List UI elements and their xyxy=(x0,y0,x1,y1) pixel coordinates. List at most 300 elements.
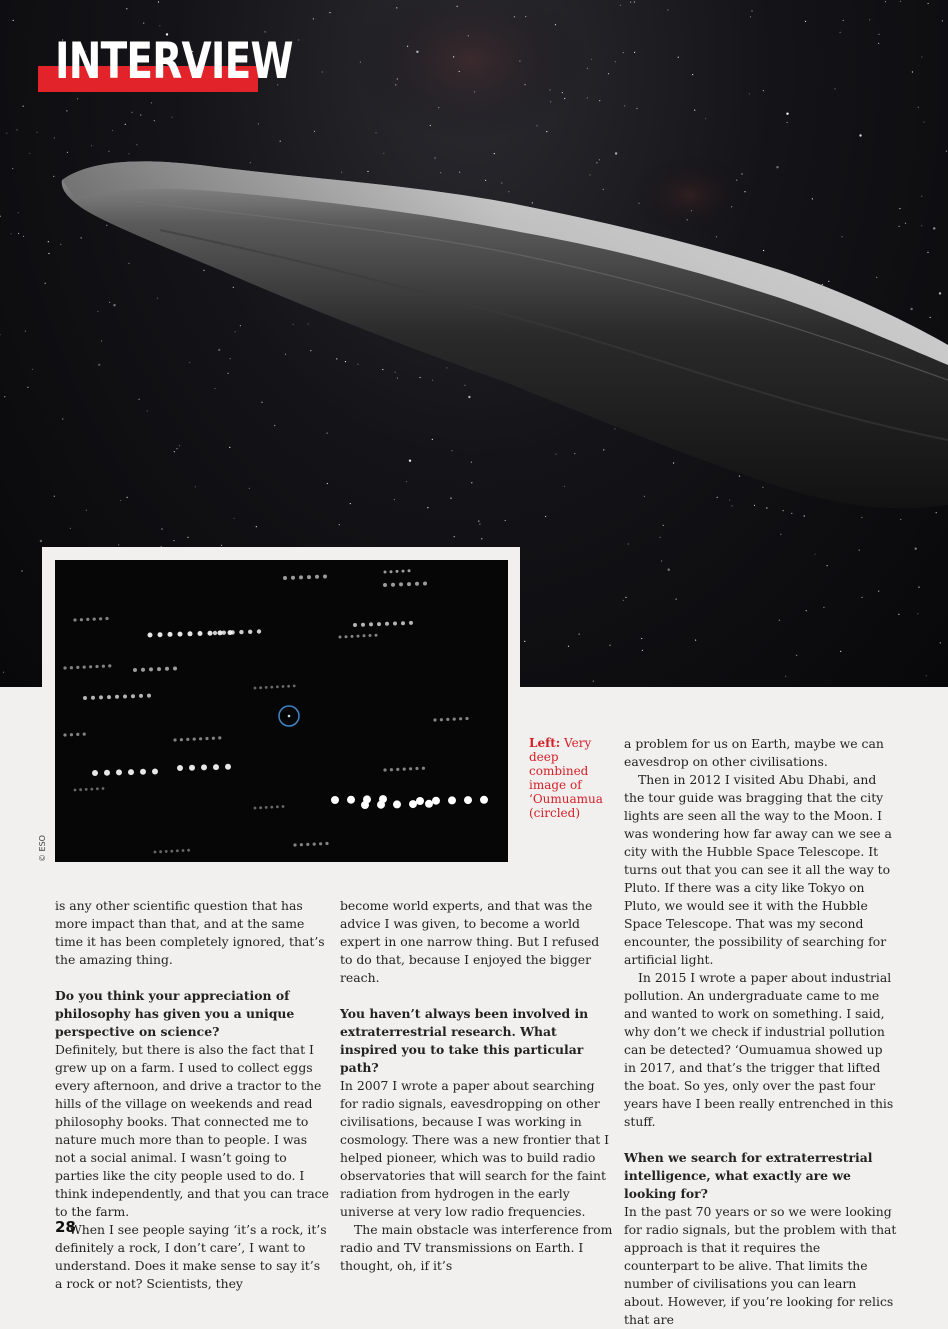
star xyxy=(625,597,626,598)
trail-dot xyxy=(188,631,193,636)
trail-dot xyxy=(408,569,411,572)
star xyxy=(564,486,565,487)
star xyxy=(930,317,931,318)
star xyxy=(77,98,78,99)
star xyxy=(899,208,900,209)
star xyxy=(673,462,674,463)
star xyxy=(912,71,913,72)
body-paragraph: become world experts, and that was the advice I was given, to become a world expert in one narrow thing. But I refused to do that, because I enjoyed the bigger reach. xyxy=(340,898,600,985)
photo-credit: © ESO xyxy=(38,835,47,862)
star xyxy=(927,252,928,253)
star xyxy=(603,189,604,190)
trail-dot xyxy=(440,718,443,721)
star xyxy=(596,162,597,163)
trail-dot xyxy=(248,630,252,634)
trail-dot xyxy=(218,736,221,739)
star xyxy=(48,253,49,254)
trail-dot xyxy=(70,733,73,736)
star-trails xyxy=(55,560,508,862)
trail-dot xyxy=(369,634,372,637)
star xyxy=(459,71,460,72)
star xyxy=(27,387,28,388)
star xyxy=(174,451,175,452)
star xyxy=(250,162,251,163)
trail-dot xyxy=(186,738,189,741)
star xyxy=(921,196,922,197)
star xyxy=(928,3,929,4)
star xyxy=(430,125,431,126)
star xyxy=(591,59,592,60)
star xyxy=(608,73,609,74)
star xyxy=(221,545,222,546)
star xyxy=(878,591,879,592)
trail-dot xyxy=(357,635,360,638)
star xyxy=(587,68,588,69)
trail-dot xyxy=(401,621,405,625)
trail-dot xyxy=(159,850,162,853)
star xyxy=(40,540,42,542)
star xyxy=(508,191,509,192)
star xyxy=(228,373,229,374)
star xyxy=(13,20,14,21)
star xyxy=(828,281,829,282)
star xyxy=(12,168,13,169)
trail-dot xyxy=(391,583,395,587)
star xyxy=(195,486,196,487)
star xyxy=(118,544,119,545)
star xyxy=(350,503,351,504)
trail-dot xyxy=(276,685,279,688)
trail-dot xyxy=(168,632,173,637)
star xyxy=(440,172,441,173)
trail-dot xyxy=(351,635,354,638)
star xyxy=(910,308,912,310)
star xyxy=(933,227,935,229)
star xyxy=(322,71,323,72)
star xyxy=(644,496,645,497)
star xyxy=(108,151,109,152)
star xyxy=(787,122,788,123)
star xyxy=(345,361,346,362)
trail-dot xyxy=(257,629,261,633)
star xyxy=(519,61,520,62)
trail-dot xyxy=(187,849,190,852)
star xyxy=(48,241,49,242)
star xyxy=(256,526,257,527)
trail-dot xyxy=(90,788,93,791)
star xyxy=(805,21,806,22)
trail-dot xyxy=(480,796,488,804)
star xyxy=(375,132,376,133)
star xyxy=(298,39,299,40)
star xyxy=(54,137,55,138)
star xyxy=(501,182,502,183)
star xyxy=(53,176,54,177)
trail-dot xyxy=(383,583,387,587)
trail-dot xyxy=(375,634,378,637)
star xyxy=(942,20,943,21)
trail-dot xyxy=(416,797,424,805)
star xyxy=(514,16,515,17)
trail-dot xyxy=(63,733,66,736)
star xyxy=(776,166,778,168)
trail-dot xyxy=(96,787,99,790)
star xyxy=(36,132,37,133)
trail-dot xyxy=(270,686,273,689)
star xyxy=(641,638,642,639)
trail-dot xyxy=(92,770,98,776)
trail-dot xyxy=(313,843,316,846)
trail-dot xyxy=(464,796,472,804)
section-title: INTERVIEW xyxy=(55,32,293,90)
trail-dot xyxy=(222,631,226,635)
trail-dot xyxy=(178,632,183,637)
trail-dot xyxy=(180,738,183,741)
star xyxy=(878,43,879,44)
trail-dot xyxy=(140,769,146,775)
star xyxy=(171,117,172,118)
star xyxy=(525,16,526,17)
star xyxy=(915,548,917,550)
trail-dot xyxy=(425,800,433,808)
star xyxy=(494,153,495,154)
star xyxy=(827,565,828,566)
star xyxy=(395,84,396,85)
star xyxy=(859,550,860,551)
star xyxy=(749,93,750,94)
star xyxy=(786,113,788,115)
trail-dot xyxy=(102,665,105,668)
target-object xyxy=(288,715,291,718)
star xyxy=(642,650,643,651)
star xyxy=(112,130,113,131)
trail-dot xyxy=(116,769,122,775)
star xyxy=(763,90,764,91)
trail-dot xyxy=(390,768,393,771)
star xyxy=(568,646,569,647)
trail-dot xyxy=(205,737,208,740)
star xyxy=(113,304,115,306)
body-paragraph: is any other scientific question that has more impact than that, and at the same time it has been completely ignored, that’s the amazing thing. xyxy=(55,898,325,967)
star xyxy=(840,32,841,33)
star xyxy=(453,56,454,57)
star xyxy=(336,358,337,359)
star xyxy=(258,123,259,124)
star xyxy=(229,447,230,448)
star xyxy=(717,497,718,498)
star xyxy=(822,284,823,285)
trail-dot xyxy=(107,695,111,699)
trail-dot xyxy=(402,570,405,573)
star xyxy=(691,210,692,211)
star xyxy=(176,448,177,449)
star xyxy=(835,88,836,89)
star xyxy=(407,46,408,47)
trail-dot xyxy=(85,788,88,791)
star xyxy=(339,524,340,525)
body-paragraph: When I see people saying ‘it’s a rock, it’s definitely a rock, I don’t care’, I want to understand. Does it make sense to say it’s a rock or not? Scientists, they xyxy=(55,1222,327,1291)
star xyxy=(479,524,480,525)
star xyxy=(120,500,121,501)
trail-dot xyxy=(369,622,373,626)
trail-dot xyxy=(176,849,179,852)
star xyxy=(147,410,148,411)
trail-dot xyxy=(213,764,219,770)
trail-dot xyxy=(377,801,385,809)
star xyxy=(615,152,617,154)
trail-dot xyxy=(149,667,153,671)
star xyxy=(468,396,470,398)
star xyxy=(451,450,452,451)
star xyxy=(754,505,755,506)
star xyxy=(741,173,742,174)
star xyxy=(481,538,482,539)
trail-dot xyxy=(93,618,96,621)
star xyxy=(214,388,215,389)
star xyxy=(636,108,637,109)
trail-dot xyxy=(108,664,111,667)
trail-dot xyxy=(291,576,295,580)
star xyxy=(898,614,899,615)
star xyxy=(395,372,396,373)
star xyxy=(91,145,92,146)
star xyxy=(32,369,33,370)
trail-dot xyxy=(407,582,411,586)
star xyxy=(396,7,397,8)
star xyxy=(329,12,330,13)
trail-dot xyxy=(265,806,268,809)
star xyxy=(10,233,11,234)
star xyxy=(620,5,621,6)
trail-dot xyxy=(173,738,176,741)
star xyxy=(235,331,236,332)
trail-dot xyxy=(86,618,89,621)
star xyxy=(308,323,309,324)
star xyxy=(179,445,180,446)
star xyxy=(3,672,4,673)
trail-dot xyxy=(225,764,231,770)
trail-dot xyxy=(147,694,151,698)
star xyxy=(783,510,784,511)
star xyxy=(623,52,624,53)
trail-dot xyxy=(363,634,366,637)
star xyxy=(432,380,433,381)
star xyxy=(763,250,764,251)
star xyxy=(589,174,590,175)
text-column-right xyxy=(624,735,898,1329)
star xyxy=(593,681,594,682)
star xyxy=(876,277,877,278)
trail-dot xyxy=(299,575,303,579)
star xyxy=(705,118,706,119)
star xyxy=(751,10,752,11)
trail-dot xyxy=(448,796,456,804)
star xyxy=(609,645,610,646)
star xyxy=(878,34,879,35)
star xyxy=(313,18,314,19)
star xyxy=(187,537,188,538)
star xyxy=(274,425,275,426)
trail-dot xyxy=(396,768,399,771)
trail-dot xyxy=(212,737,215,740)
star xyxy=(140,114,141,115)
trail-dot xyxy=(158,632,163,637)
trail-dot xyxy=(353,623,357,627)
star xyxy=(840,651,841,652)
star xyxy=(555,454,556,455)
star xyxy=(614,428,615,429)
star xyxy=(615,61,616,62)
trail-dot xyxy=(259,686,262,689)
star xyxy=(285,354,286,355)
interview-question: You haven’t always been involved in extraterrestrial research. What inspired you to take this particular path? xyxy=(340,1006,589,1075)
star xyxy=(485,180,486,181)
star xyxy=(109,302,110,303)
star xyxy=(923,122,924,123)
trail-dot xyxy=(325,842,328,845)
star xyxy=(341,172,342,173)
star xyxy=(21,570,22,571)
star xyxy=(478,521,479,522)
star xyxy=(70,528,71,529)
star xyxy=(796,655,797,656)
star xyxy=(125,124,126,125)
star xyxy=(66,110,67,111)
star xyxy=(505,520,506,521)
trail-dot xyxy=(102,787,105,790)
trail-dot xyxy=(208,631,213,636)
star xyxy=(409,460,411,462)
trail-dot xyxy=(293,685,296,688)
star xyxy=(357,364,358,365)
star xyxy=(173,540,174,541)
star xyxy=(0,216,1,217)
page-number: 28 xyxy=(55,1218,76,1236)
star xyxy=(562,92,563,93)
star xyxy=(45,283,46,284)
star xyxy=(158,1,159,2)
star xyxy=(106,225,107,226)
star xyxy=(736,180,737,181)
caption-text: Very deep combined image of ‘Oumuamua (circled) xyxy=(529,736,603,820)
star xyxy=(524,641,525,642)
star xyxy=(234,518,235,519)
star xyxy=(454,536,455,537)
star xyxy=(762,487,763,488)
star xyxy=(744,191,745,192)
star xyxy=(750,16,751,17)
star xyxy=(603,449,604,450)
trail-dot xyxy=(293,843,296,846)
star xyxy=(367,171,368,172)
trail-dot xyxy=(422,767,425,770)
trail-dot xyxy=(115,695,119,699)
star xyxy=(716,236,717,237)
star xyxy=(843,20,844,21)
star xyxy=(634,1,635,2)
trail-dot xyxy=(89,665,92,668)
trail-dot xyxy=(319,842,322,845)
trail-dot xyxy=(446,718,449,721)
star xyxy=(668,569,670,571)
star xyxy=(861,597,862,598)
star xyxy=(81,237,82,238)
trail-dot xyxy=(409,767,412,770)
star xyxy=(806,610,807,611)
trail-dot xyxy=(152,769,158,775)
star xyxy=(546,131,547,132)
caption-lead: Left: xyxy=(529,736,561,750)
star xyxy=(628,543,629,544)
trail-dot xyxy=(99,617,102,620)
star xyxy=(918,587,919,588)
star xyxy=(550,101,551,102)
body-paragraph: Then in 2012 I visited Abu Dhabi, and the tour guide was bragging that the city lights are seen all the way to the Moon. I was wondering how far away can we see a city with the Hubble Space Telescope. It turns out that you can see it all the way to Pluto. If there was a city like Tokyo on Pluto, we would see it with the Hubble Space Telescope. That was my second encounter, the possibility of searching for artificial light. xyxy=(624,772,892,967)
trail-dot xyxy=(83,666,86,669)
star xyxy=(435,157,436,158)
trail-dot xyxy=(139,694,143,698)
star xyxy=(861,517,862,518)
star xyxy=(471,482,472,483)
trail-dot xyxy=(165,667,169,671)
star xyxy=(86,510,87,511)
photo-caption xyxy=(529,736,617,820)
star xyxy=(694,110,695,111)
star xyxy=(25,331,26,332)
trail-dot xyxy=(131,694,135,698)
star xyxy=(314,131,315,132)
trail-dot xyxy=(403,768,406,771)
trail-dot xyxy=(199,737,202,740)
trail-dot xyxy=(73,618,76,621)
star xyxy=(23,236,24,237)
trail-dot xyxy=(76,666,79,669)
body-paragraph: In the past 70 years or so we were looking for radio signals, but the problem with that approach is that it requires the counterpart to be alive. That limits the number of civilisations you can learn about. However, if you’re looking for relics that are xyxy=(624,1204,897,1327)
star xyxy=(471,462,472,463)
trail-dot xyxy=(393,800,401,808)
trail-dot xyxy=(282,685,285,688)
trail-dot xyxy=(70,666,73,669)
trail-dot xyxy=(459,717,462,720)
star xyxy=(406,481,407,482)
star xyxy=(634,52,635,53)
star xyxy=(4,396,5,397)
trail-dot xyxy=(83,696,87,700)
star xyxy=(692,74,693,75)
star xyxy=(128,263,129,264)
star xyxy=(161,528,162,529)
star xyxy=(555,24,556,25)
star xyxy=(780,534,781,535)
body-paragraph: The main obstacle was interference from radio and TV transmissions on Earth. I thought, oh, if it’s xyxy=(340,1222,613,1273)
star xyxy=(936,512,937,513)
star xyxy=(446,367,447,368)
star xyxy=(739,476,740,477)
trail-dot xyxy=(347,796,355,804)
star xyxy=(151,102,152,103)
trail-dot xyxy=(95,665,98,668)
star xyxy=(127,497,128,498)
star xyxy=(766,507,767,508)
star xyxy=(630,1,631,2)
star xyxy=(126,8,127,9)
star xyxy=(394,499,395,500)
trail-dot xyxy=(331,796,339,804)
star xyxy=(624,105,625,106)
star xyxy=(261,402,262,403)
star xyxy=(450,498,451,499)
star xyxy=(779,620,780,621)
